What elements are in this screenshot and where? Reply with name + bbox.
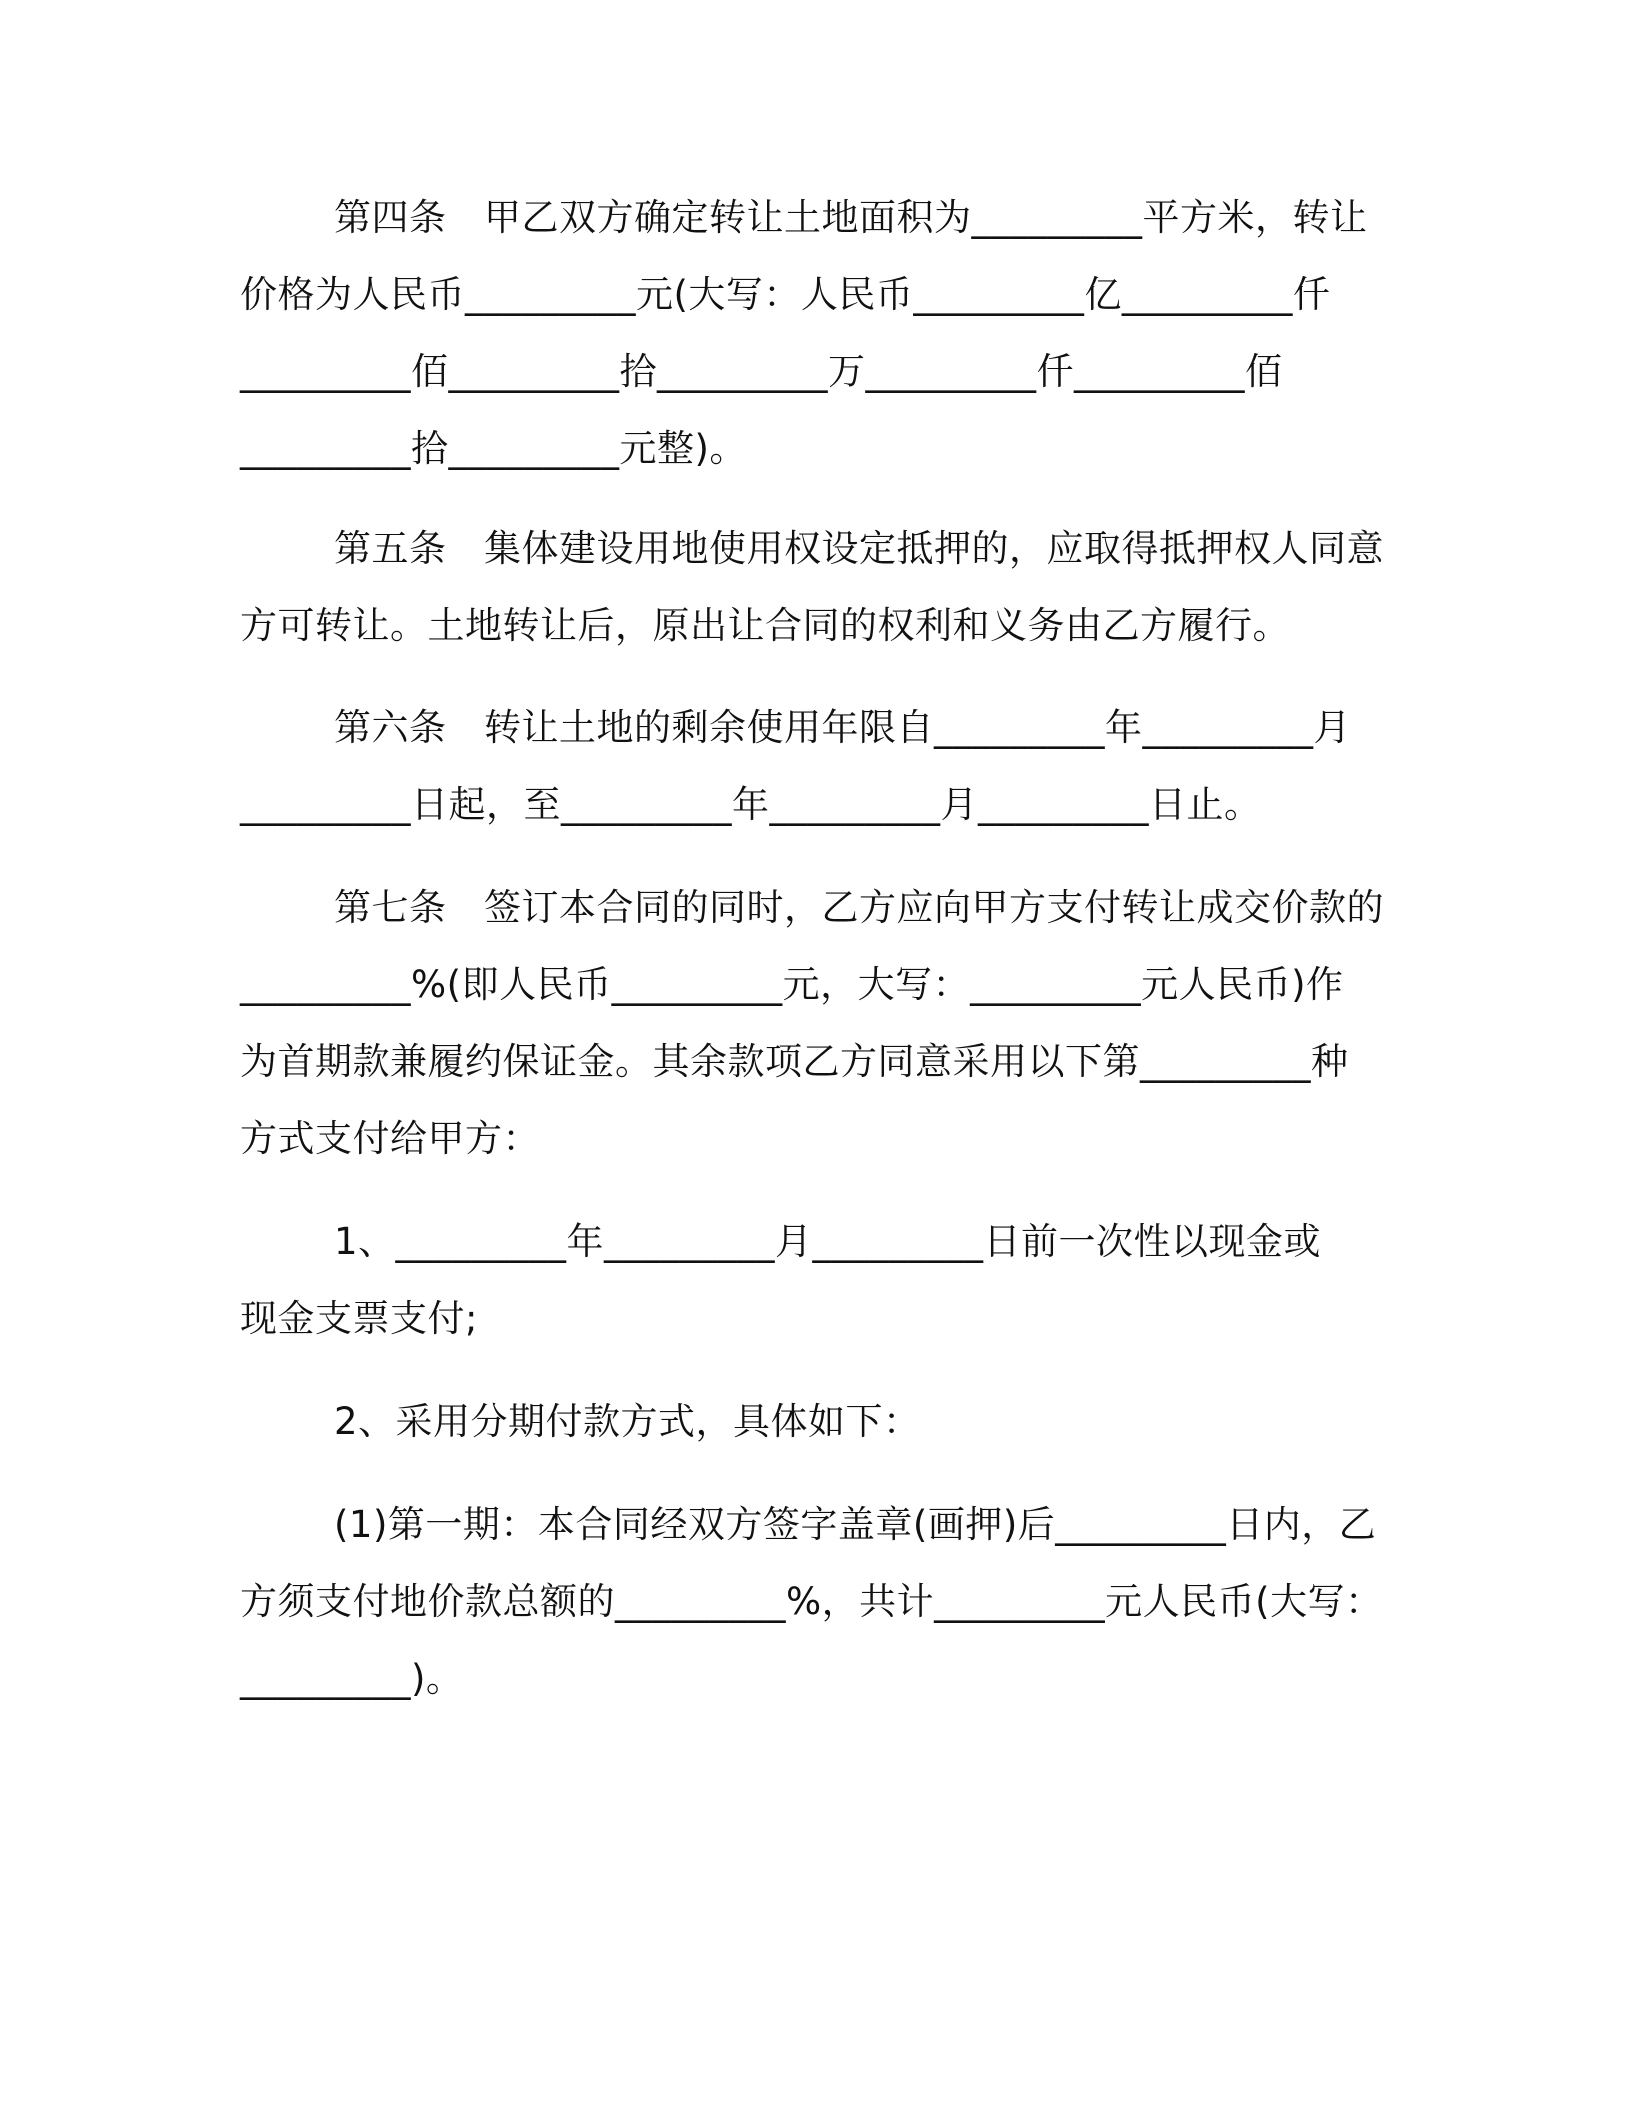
article-7-line-2: _________%(即人民币_________元，大写：_________元人民币)作 bbox=[240, 963, 1344, 1006]
installment-1-line-1: (1)第一期：本合同经双方签字盖章(画押)后_________日内，乙 bbox=[334, 1503, 1377, 1546]
article-4-line-2: 价格为人民币_________元(大写：人民币_________亿_________仟 bbox=[240, 273, 1331, 316]
article-5-line-1: 第五条 集体建设用地使用权设定抵押的，应取得抵押权人同意 bbox=[334, 527, 1384, 570]
payment-option-2-line-1: 2、采用分期付款方式，具体如下： bbox=[334, 1400, 921, 1443]
article-6-line-2: _________日起，至_________年_________月_________日止。 bbox=[240, 783, 1262, 826]
article-4-line-1: 第四条 甲乙双方确定转让土地面积为_________平方米，转让 bbox=[334, 196, 1368, 239]
installment-1-line-3: _________)。 bbox=[240, 1657, 464, 1700]
article-7-line-3: 为首期款兼履约保证金。其余款项乙方同意采用以下第_________种 bbox=[240, 1040, 1349, 1083]
payment-option-1-line-1: 1、_________年_________月_________日前一次性以现金或 bbox=[334, 1220, 1322, 1263]
installment-1-line-2: 方须支付地价款总额的_________%，共计_________元人民币(大写： bbox=[240, 1580, 1383, 1623]
article-6-line-1: 第六条 转让土地的剩余使用年限自_________年_________月 bbox=[334, 706, 1351, 749]
article-7-line-4: 方式支付给甲方： bbox=[240, 1117, 540, 1160]
article-4-line-3: _________佰_________拾_________万_________仟_________佰 bbox=[240, 350, 1283, 393]
payment-option-1-line-2: 现金支票支付; bbox=[240, 1297, 478, 1340]
article-7-line-1: 第七条 签订本合同的同时，乙方应向甲方支付转让成交价款的 bbox=[334, 886, 1384, 929]
article-5-line-2: 方可转让。土地转让后，原出让合同的权利和义务由乙方履行。 bbox=[240, 604, 1290, 647]
article-4-line-4: _________拾_________元整)。 bbox=[240, 427, 747, 470]
